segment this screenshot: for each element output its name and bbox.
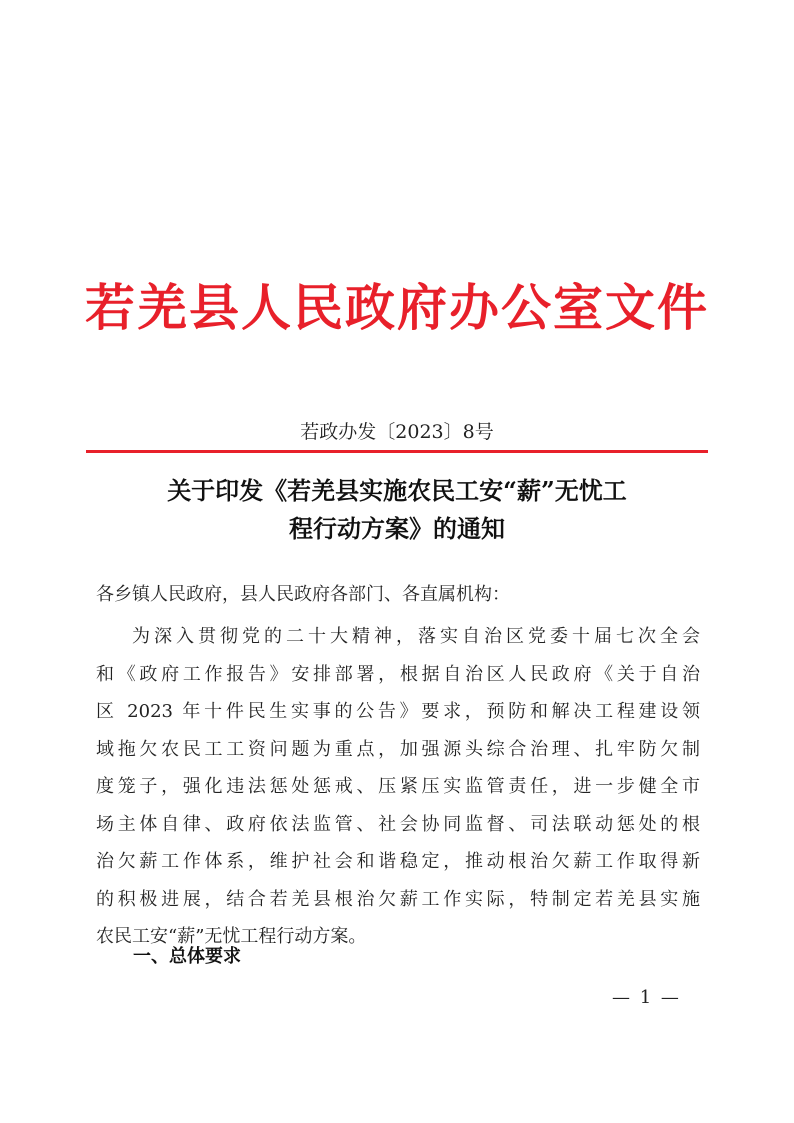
body-paragraph xyxy=(96,618,700,956)
red-divider-line xyxy=(86,450,708,453)
body-line: 域拖欠农民工工资问题为重点，加强源头综合治理、扎牢防欠制 xyxy=(96,738,700,760)
body-line: 区 2023 年十件民生实事的公告》要求，预防和解决工程建设领 xyxy=(96,701,700,722)
addressee: 各乡镇人民政府，县人民政府各部门、各直属机构： xyxy=(96,584,510,605)
title-line: 关于印发《若羌县实施农民工安“薪”无忧工 xyxy=(167,476,627,505)
section-heading: 一、总体要求 xyxy=(133,946,241,967)
body-line: 治欠薪工作体系，维护社会和谐稳定，推动根治欠薪工作取得新 xyxy=(96,851,700,872)
body-line: 场主体自律、政府依法监管、社会协同监督、司法联动惩处的根 xyxy=(96,813,700,835)
document-header: 若羌县人民政府办公室文件 xyxy=(85,278,709,337)
title-line: 程行动方案》的通知 xyxy=(289,514,505,543)
page-number: — 1 — xyxy=(612,987,681,1008)
body-line: 和《政府工作报告》安排部署，根据自治区人民政府《关于自治 xyxy=(96,663,700,685)
body-line: 度笼子，强化违法惩处惩戒、压紧压实监管责任，进一步健全市 xyxy=(96,776,700,797)
body-line: 农民工安“薪”无忧工程行动方案。 xyxy=(96,926,367,947)
body-line: 的积极进展，结合若羌县根治欠薪工作实际，特制定若羌县实施 xyxy=(96,888,700,910)
document-number: 若政办发〔2023〕8号 xyxy=(300,421,494,443)
document-title xyxy=(90,472,704,548)
body-line: 为深入贯彻党的二十大精神，落实自治区党委十届七次全会 xyxy=(132,626,700,647)
